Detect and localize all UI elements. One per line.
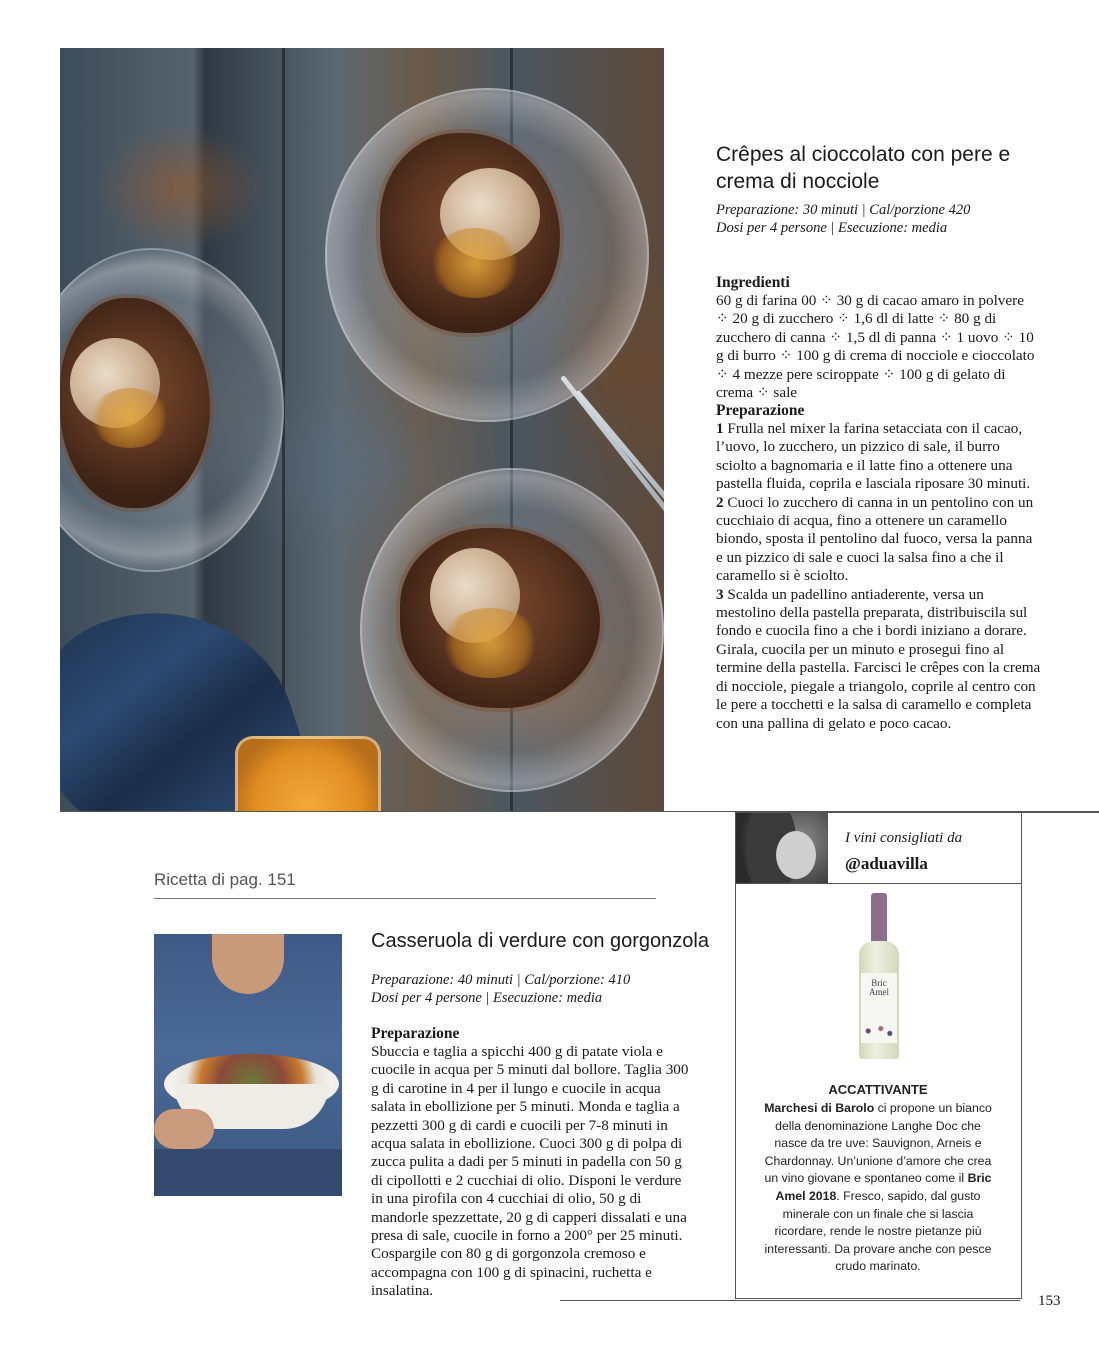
- divider: [154, 898, 656, 899]
- wine-intro: I vini consigliati da: [845, 830, 963, 846]
- preparation-step: 3 Scalda un padellino antiaderente, versa un mestolino della pastella preparata, distribuiscila sul fondo e cuocila fino a che i bordi iniziano a dorare. Girala, cuocila per un minuto e prosegui fino al termine della pastella. Farcisci le crêpes con la crema di nocciole, piegale a triangolo, coprile al centro con le pere a tocchetti e la salsa di caramello e completa con una pallina di gelato e poco cacao.: [716, 585, 1041, 732]
- caramel-sauce: [430, 228, 520, 298]
- divider: [560, 1300, 1020, 1301]
- avatar: [736, 813, 828, 883]
- wine-producer: Marchesi di Barolo: [764, 1101, 875, 1115]
- wine-bottle: [855, 893, 903, 1061]
- bottle-label-line: Amel: [869, 987, 889, 997]
- wine-name: Bric Amel 2018: [775, 1171, 992, 1203]
- casserole-meta-servings: Dosi per 4 persone | Esecuzione: media: [371, 990, 603, 1006]
- divider: [735, 883, 1021, 884]
- caramel-sauce: [440, 608, 540, 678]
- recipe-title: Crêpes al cioccolato con pere e crema di nocciole: [716, 143, 1011, 193]
- vegetable-casserole-photo: [154, 934, 342, 1196]
- preparation-heading: Preparazione: [716, 402, 805, 419]
- bottle-flowers: [861, 1019, 897, 1043]
- casserole-preparation-text: Sbuccia e taglia a spicchi 400 g di patate viola e cuocile in acqua per 5 minuti dal bollore. Taglia 300 g di carotine in 4 per il lungo e cuocile in acqua salata in ebollizione per 5 minuti. Monda e taglia a pezzetti 300 g di cardi e cuocili per 7-8 minuti in acqua salata in ebollizione. Cuoci 300 g di polpa di zucca pulita a dadi per 5 minuti in padella con 50 g di cipollotti e 2 cucchiai di olio. Disponi le verdure in una pirofila con 4 cucchiai di olio, 50 g di mandorle spezzettate, 20 g di capperi dissalati e una presa di sale, cuocile in forno a 200° per 25 minuti. Cospargile con 80 g di gorgonzola cremoso e accompagna con 100 g di spinacini, ruchetta e insalatina.: [371, 1043, 689, 1300]
- apron: [154, 1149, 342, 1196]
- crepes-photo: [60, 48, 664, 811]
- casserole-title: Casseruola di verdure con gorgonzola: [371, 930, 709, 952]
- recipe-meta: [716, 201, 1076, 237]
- preparation-step: 2 Cuoci lo zucchero di canna in un pentolino con un cucchiaio di acqua, fino a ottenere un caramello biondo, sposta il pentolino dal fuoco, versa la panna e un pizzico di sale e cuoci la salsa fino a che il caramello si è sciolto.: [716, 493, 1034, 585]
- page-number: 153: [1038, 1293, 1061, 1309]
- avatar-face: [776, 831, 816, 879]
- recipe-reference: Ricetta di pag. 151: [154, 870, 296, 889]
- wine-handle: @aduavilla: [845, 854, 928, 873]
- caramel-sauce: [90, 388, 170, 448]
- ingredients-list: 60 g di farina 00 ⁘ 30 g di cacao amaro in polvere ⁘ 20 g di zucchero ⁘ 1,6 dl di latte ⁘ 80 g di zucchero di canna ⁘ 1,5 dl di panna ⁘ 1 uovo ⁘ 10 g di burro ⁘ 100 g di crema di nocciole e cioccolato ⁘ 4 mezze pere sciroppate ⁘ 100 g di gelato di crema ⁘ sale: [716, 292, 1035, 402]
- casserole-meta-time: Preparazione: 40 minuti | Cal/porzione: 410: [371, 972, 631, 988]
- preparation-step: 1 Frulla nel mixer la farina setacciata con il cacao, l’uovo, lo zucchero, un pizzico di sale, il burro sciolto a bagnomaria e il latte fino a ottenere una pastella fluida, coprila e lasciala riposare 30 minuti.: [716, 420, 1031, 493]
- casserole-meta: [371, 971, 711, 1007]
- casserole-preparation-heading: Preparazione: [371, 1025, 460, 1042]
- person-neck: [212, 934, 284, 994]
- ingredients-heading: Ingredienti: [716, 274, 790, 291]
- bottle-label-line: Bric: [871, 978, 887, 988]
- caramel-bowl: [235, 736, 381, 811]
- wine-description: Marchesi di Barolo ci propone un bianco della denominazione Langhe Doc che nasce da tre uve: Sauvignon, Arneis e Chardonnay. Un’unione d’amore che crea un vino giovane e spontaneo come il Bric Amel 2018. Fresco, sapido, dal gusto minerale con un finale che si lascia ricordare, rende le nostre pietanze più interessanti. Da provare anche con pesce crudo marinato.: [764, 1101, 992, 1274]
- wine-heading: ACCATTIVANTE: [828, 1082, 928, 1097]
- recipe-meta-servings: Dosi per 4 persone | Esecuzione: media: [716, 220, 948, 236]
- recipe-meta-time: Preparazione: 30 minuti | Cal/porzione 420: [716, 202, 971, 218]
- hand: [154, 1109, 214, 1149]
- preparation-steps: [716, 420, 1042, 733]
